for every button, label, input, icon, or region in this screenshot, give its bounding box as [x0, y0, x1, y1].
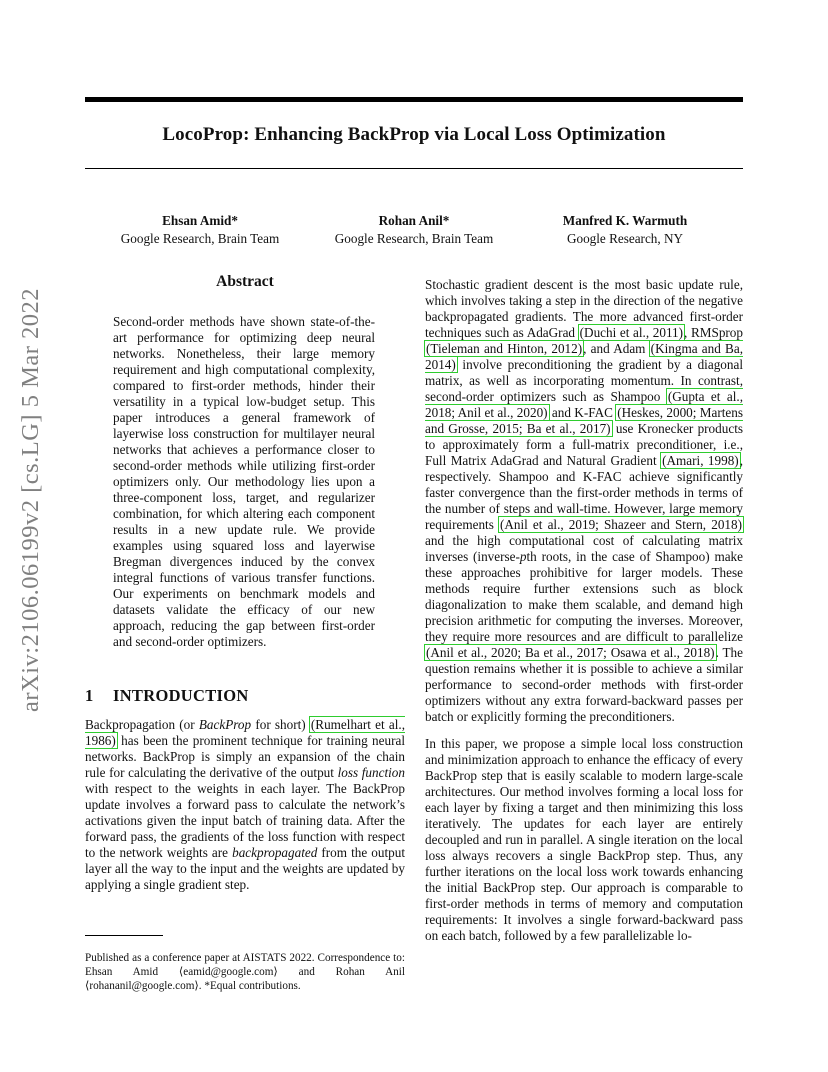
section-title: INTRODUCTION: [113, 686, 249, 705]
citation-link[interactable]: (Duchi et al., 2011): [579, 325, 684, 340]
author-name: Ehsan Amid*: [162, 213, 238, 228]
citation-link[interactable]: (Anil et al., 2020; Ba et al., 2017; Osawa et al., 2018): [426, 645, 715, 660]
intro-paragraph: [85, 717, 405, 893]
text-run: Stochastic gradient descent is the most basic update rule, which involves taking a step in the direction of the negative backpropagated gradients. The more advanced first-order techniques such as AdaGrad: [425, 277, 743, 340]
text-run: , and Adam: [583, 341, 650, 356]
author-block-2: [322, 212, 506, 248]
text-run: use Kronecker products to approximately form a full-matrix preconditioner, i.e., Full Matrix AdaGrad and Natural Gradient: [425, 421, 743, 468]
text-run: for short): [251, 717, 310, 732]
title-bottom-rule: [85, 168, 743, 169]
section-heading: [85, 688, 405, 704]
author-affiliation: Google Research, Brain Team: [120, 231, 280, 246]
right-column: [425, 277, 743, 944]
text-run: , respectively. Shampoo and K-FAC achieve significantly faster convergence than the first-order methods in terms of the number of steps and wall-time. However, large memory requirements: [425, 453, 743, 532]
citation-link[interactable]: (Kingma and Ba, 2014): [425, 341, 743, 372]
abstract-heading: Abstract: [216, 273, 274, 290]
citation-link[interactable]: (Heskes, 2000; Martens and Grosse, 2015; Ba et al., 2017): [425, 405, 743, 436]
abstract-text: Second-order methods have shown state-of-the-art performance for optimizing deep neural networks. Nonetheless, their large memory requirement and high computational complexity, compared to first-order methods, hinder their versatility in a typical low-budget setup. This paper introduces a general framework of layerwise loss construction for multilayer neural networks that achieves a performance closer to second-order methods while utilizing first-order optimizers only. Our methodology lies upon a three-component loss, target, and regularizer combination, for which altering each component results in a new update rule. We provide examples using squared loss and layerwise Bregman divergences induced by the convex integral functions of various transfer functions. Our experiments on benchmark models and datasets validate the efficacy of our new approach, reducing the gap between first-order and second-order optimizers.: [113, 314, 375, 649]
footnote-rule: [85, 935, 163, 936]
left-column: [85, 274, 405, 893]
arxiv-stamp: [12, 287, 50, 713]
citation-link[interactable]: (Gupta et al., 2018; Anil et al., 2020): [425, 389, 744, 420]
text-run: and the high computational cost of calculating matrix inverses (inverse-: [425, 533, 743, 564]
text-run: has been the prominent technique for training neural networks. BackProp is simply an expansion of the chain rule for calculating the derivative of the output: [85, 733, 405, 780]
text-run: from the output layer all the way to the input and the weights are updated by applying a single gradient step.: [85, 845, 405, 892]
citation-link[interactable]: (Rumelhart et al., 1986): [85, 717, 405, 748]
citation-link[interactable]: (Tieleman and Hinton, 2012): [426, 341, 583, 356]
author-name: Rohan Anil*: [378, 213, 450, 228]
author-block-3: [540, 212, 710, 248]
footnote: Published as a conference paper at AISTATS 2022. Correspondence to: Ehsan Amid ⟨eamid@google.com⟩ and Rohan Anil ⟨rohananil@google.com⟩. *Equal contributions.: [85, 952, 405, 993]
arxiv-identifier: arXiv:2106.06199v2 [cs.LG] 5 Mar 2022: [17, 287, 44, 713]
author-affiliation: Google Research, NY: [566, 231, 684, 246]
text-run: with respect to the weights in each layer. The BackProp update involves a forward pass to calculate the network’s activations given the input batch of training data. After the forward pass, the gradients of the loss function with respect to the network weights are: [85, 781, 405, 860]
intro-paragraph: In this paper, we propose a simple local loss construction and minimization approach to enhance the efficacy of every BackProp step that is easily scalable to modern large-scale architectures. Our method involves forming a local loss for each layer by fixing a target and then minimizing this loss iteratively. The updates for each layer are entirely decoupled and run in parallel. A single iteration on the local loss always recovers a single BackProp step. Thus, any further iterations on the local loss work towards enhancing the initial BackProp step. Our approach is comparable to first-order methods in terms of memory and computation requirements: It involves a single forward-backward pass on each batch, followed by a few parallelizable lo-: [425, 736, 743, 943]
text-run: and K-FAC: [548, 405, 617, 420]
paper-title: LocoProp: Enhancing BackProp via Local Loss Optimization: [162, 124, 666, 145]
citation-link[interactable]: (Amari, 1998): [662, 453, 739, 468]
intro-paragraph: [425, 277, 743, 725]
top-rule: [85, 97, 743, 102]
emphasis: loss function: [337, 765, 405, 780]
author-name: Manfred K. Warmuth: [562, 213, 688, 228]
emphasis: p: [519, 549, 527, 564]
emphasis: backpropagated: [232, 845, 318, 860]
text-run: involve preconditioning the gradient by a diagonal matrix, as well as incorporating momentum. In contrast, second-order optimizers such as Shampoo: [425, 357, 743, 404]
text-run: Backpropagation (or: [85, 717, 199, 732]
section-number: 1: [85, 686, 94, 705]
author-affiliation: Google Research, Brain Team: [334, 231, 494, 246]
text-run: th roots, in the case of Shampoo) make these approaches prohibitive for larger models. These methods require further extensions such as block diagonalization to make them scalable, and demand high precision arithmetic for computing the inverses. Moreover, they require more resources and are difficult to parallelize: [425, 549, 744, 644]
emphasis: BackProp: [198, 717, 252, 732]
text-run: , RMSprop: [684, 325, 743, 340]
citation-link[interactable]: (Anil et al., 2019; Shazeer and Stern, 2018): [499, 517, 742, 532]
text-run: . The question remains whether it is possible to achieve a similar performance to second-order methods with first-order optimizers without any extra forward-backward passes per batch or explicitly forming the preconditioners.: [425, 645, 743, 724]
author-block-1: [110, 212, 290, 248]
